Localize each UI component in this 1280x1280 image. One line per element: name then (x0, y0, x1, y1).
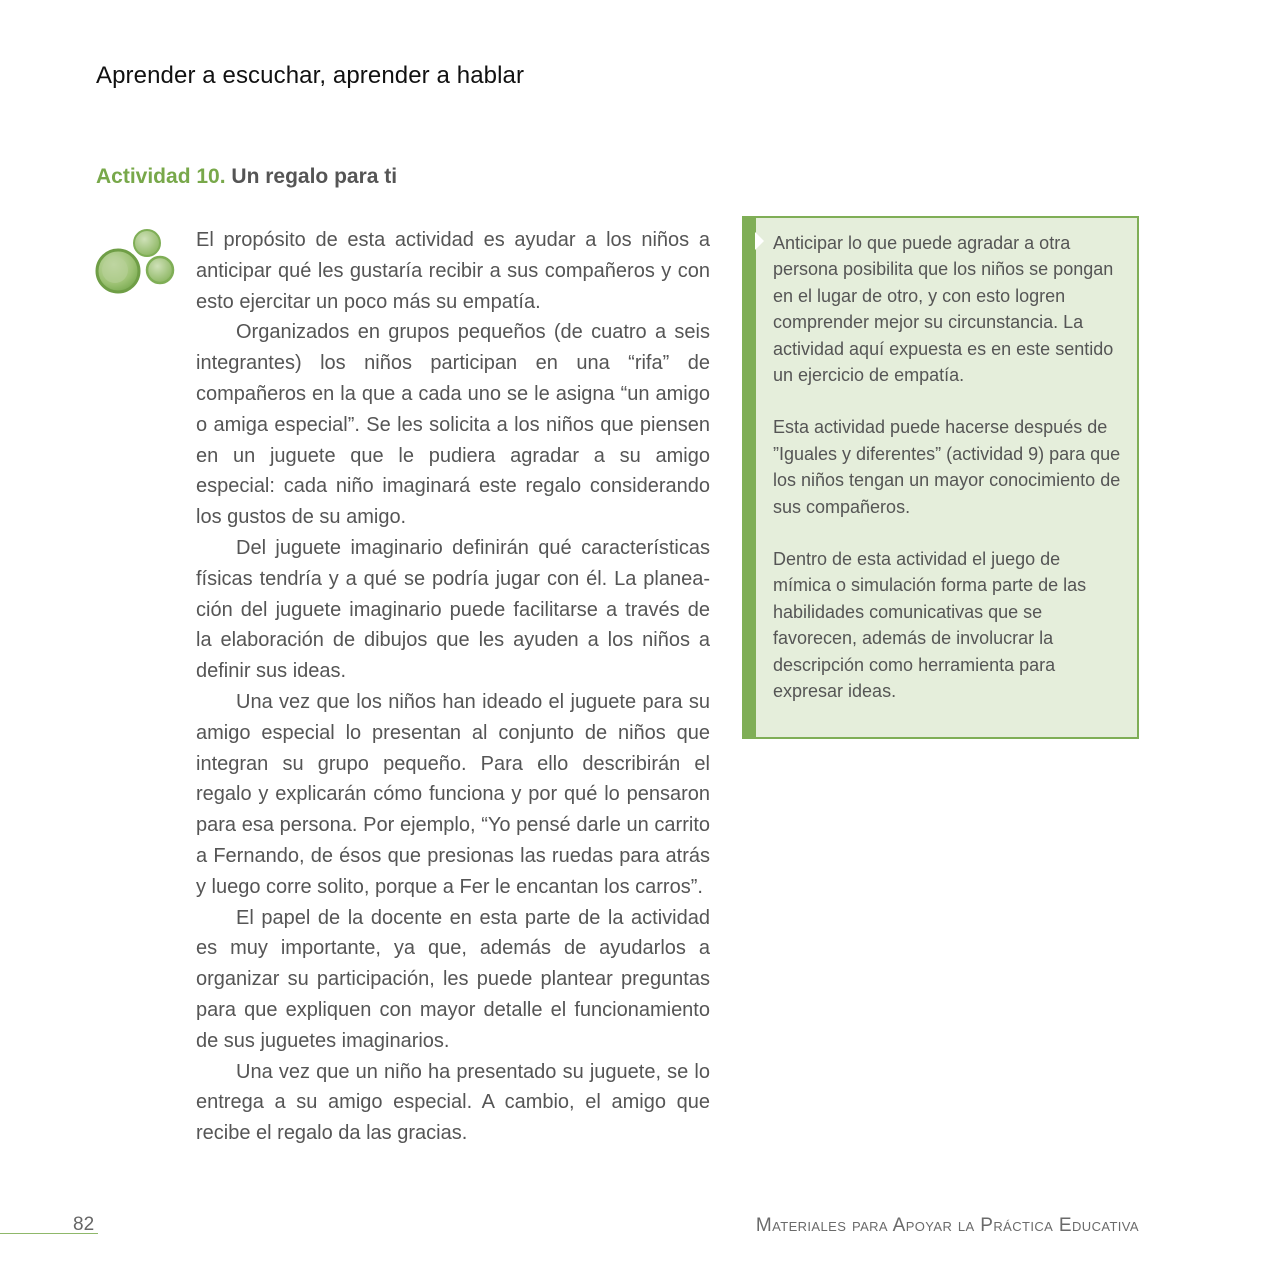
body-paragraph: Del juguete imaginario definirán qué características físicas tendría y a qué se podría jugar con él. La planeación del juguete imaginario puede facilitarse a través de la elaboración de dibujos que les ayuden a los niños a definir sus ideas. (196, 536, 710, 683)
activity-heading (96, 165, 397, 189)
running-header-title: Aprender a escuchar, aprender a hablar (96, 62, 525, 89)
body-paragraph: El propósito de esta actividad es ayudar a los niños a anticipar qué les gustaría recibir a sus compañeros y con esto ejercitar un poco más su empatía. (196, 229, 710, 313)
body-paragraph: Una vez que un niño ha presentado su juguete, se lo entrega a su amigo especial. A cambio, el amigo que recibe el regalo da las gracias. (196, 1060, 710, 1145)
sidebar-note: Dentro de esta actividad el juego de mímica o simulación forma parte de las habilidades comunicativas que se favorecen, además de involucrar la descripción como herramienta para expresar ideas. (773, 549, 1087, 702)
activity-name: Un regalo para ti (231, 165, 398, 188)
footer-publication-title: Materiales para Apoyar la Práctica Educativa (755, 1215, 1139, 1236)
body-paragraph: Una vez que los niños han ideado el juguete para su amigo especial lo presentan al conjunto de niños que integran su grupo pequeño. Para ello describirán el regalo y explicarán cómo funciona y por qué lo pensaron para esa persona. Por ejemplo, “Yo pensé darle un carrito a Fernando, de ésos que presionas las ruedas para atrás y luego corre solito, porque a Fer le encantan los carros”. (196, 690, 710, 898)
sidebar-note: Esta actividad puede hacerse después de ”Iguales y diferentes” (actividad 9) para que los niños tengan un mayor conocimiento de sus compañeros. (773, 417, 1121, 517)
activity-body (196, 225, 710, 1149)
body-paragraph: El papel de la docente en esta parte de la actividad es muy importante, ya que, además de ayudarlos a organizar su participación, les puede plantear preguntas para que expliquen con mayor detalle el funcionamiento de sus juguetes imaginarios. (196, 906, 710, 1052)
sidebar-note: Anticipar lo que puede agradar a otra persona posibilita que los niños se pongan en el lugar de otro, y con esto logren comprender mejor su circunstancia. La actividad aquí expuesta es en este sentido un ejercicio de empatía. (773, 233, 1114, 386)
sidebar-notch (755, 232, 764, 250)
sidebar-note-box (742, 216, 1139, 739)
page-number: 82 (73, 1214, 95, 1235)
activity-number: Actividad 10. (96, 165, 226, 188)
body-paragraph: Organizados en grupos pequeños (de cuatro a seis integrantes) los niños participan en una “rifa” de compañeros en la que a cada uno se le asigna “un amigo o amiga especial”. Se les solicita a los niños que piensen en un juguete que le pudiera agradar a su amigo especial: cada niño imaginará este regalo considerando los gustos de su amigo. (196, 321, 710, 529)
green-bubbles-icon (94, 228, 178, 298)
